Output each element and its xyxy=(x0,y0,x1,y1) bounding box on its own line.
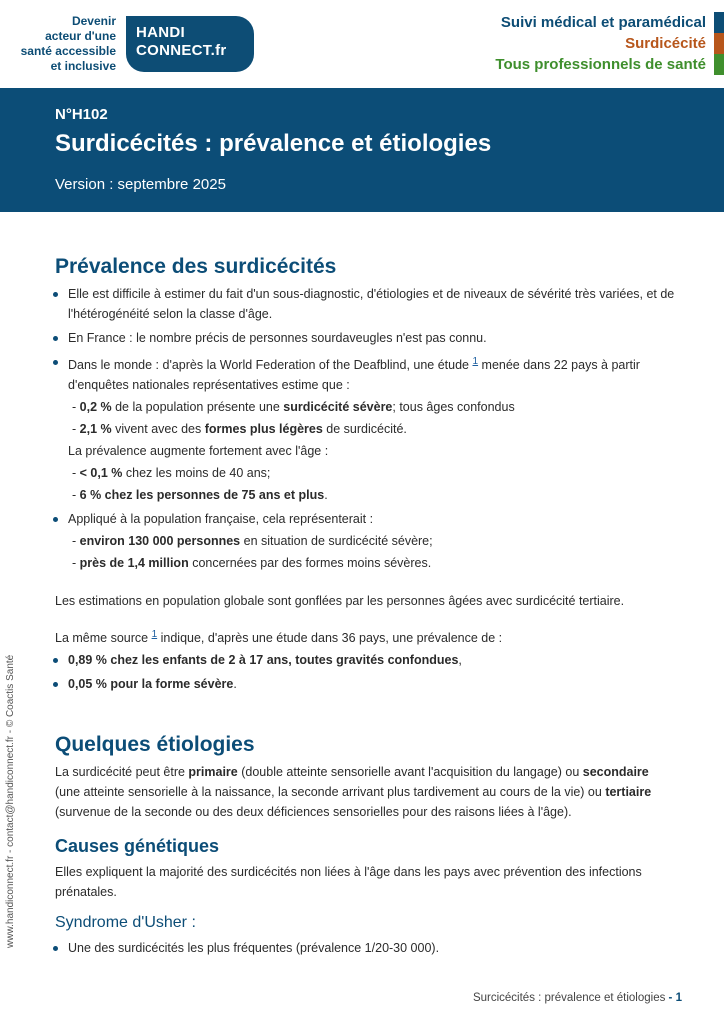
color-bar-blue xyxy=(714,12,724,33)
sub-item xyxy=(68,531,675,551)
value: 2,1 % xyxy=(79,422,112,437)
text: de la population présente une xyxy=(111,400,284,415)
color-bar-green xyxy=(714,54,724,75)
text: concernées par des formes moins sévères. xyxy=(188,556,432,571)
paragraph: Les estimations en population globale sont gonflées par les personnes âgées avec surdicécité tertiaire. xyxy=(55,594,625,609)
document-title: Surdicécités : prévalence et étiologies xyxy=(55,130,492,157)
tagline-line: et inclusive xyxy=(50,59,116,73)
dash: - xyxy=(72,556,80,571)
value: 0,2 % xyxy=(79,400,112,415)
sub-item xyxy=(68,485,675,505)
text: . xyxy=(233,677,237,692)
sub-item xyxy=(68,397,675,417)
page-footer xyxy=(473,992,682,1004)
logo-line: CONNECT.fr xyxy=(136,42,227,59)
paragraph xyxy=(55,625,675,648)
dash: - xyxy=(72,466,80,481)
list-item xyxy=(55,509,675,573)
value: 6 % chez les personnes de 75 ans et plus xyxy=(79,488,325,503)
page-header xyxy=(0,0,724,88)
dash: - xyxy=(72,400,80,415)
text: La même source xyxy=(55,631,152,646)
emphasis: secondaire xyxy=(582,765,649,780)
emphasis: tertiaire xyxy=(605,785,652,800)
text: (une atteinte sensorielle à la naissance, la seconde arrivant plus tardivement au cours de la vie) ou xyxy=(55,785,606,800)
logo-line: HANDI xyxy=(136,24,185,41)
category-color-bars xyxy=(714,12,724,75)
value: < 0,1 % xyxy=(79,466,123,481)
text: de surdicécité. xyxy=(322,422,407,437)
category-surdicecite: Surdicécité xyxy=(625,35,706,52)
text: vivent avec des xyxy=(111,422,205,437)
text: chez les moins de 40 ans; xyxy=(122,466,271,481)
color-bar-orange xyxy=(714,33,724,54)
footer-title: Surcicécités : prévalence et étiologies xyxy=(472,992,666,1004)
text: indique, d'après une étude dans 36 pays, une prévalence de : xyxy=(157,631,503,646)
list-item-text: Dans le monde : d'après la World Federation of the Deafblind, une étude xyxy=(68,358,473,373)
tagline-line: acteur d'une xyxy=(45,29,116,43)
side-credits: www.handiconnect.fr - contact@handiconnect.fr - © Coactis Santé xyxy=(5,654,16,948)
footnote-link[interactable]: 1 xyxy=(151,629,158,641)
paragraph xyxy=(55,762,675,822)
list-item-text: Elle est difficile à estimer du fait d'un sous-diagnostic, d'étiologies et de niveaux de sévérité très variées, et de l'hétérogénéité selon la classe d'âge. xyxy=(68,287,675,321)
page-number: 1 xyxy=(675,992,682,1004)
list-item-text: Une des surdicécités les plus fréquentes (prévalence 1/20-30 000). xyxy=(68,941,440,956)
list-item xyxy=(55,352,675,505)
emphasis: primaire xyxy=(188,765,238,780)
category-medical: Suivi médical et paramédical xyxy=(500,14,706,31)
tagline-line: Devenir xyxy=(71,14,116,28)
emphasis: 0,89 % chez les enfants de 2 à 17 ans, toutes gravités confondues xyxy=(68,653,459,668)
subheading-genetic: Causes génétiques xyxy=(55,836,220,857)
subheading-usher: Syndrome d'Usher : xyxy=(55,914,196,932)
category-list xyxy=(495,12,706,75)
category-professionnels: Tous professionnels de santé xyxy=(495,56,706,73)
tagline-line: santé accessible xyxy=(20,44,116,58)
dash: - xyxy=(72,534,80,549)
text: La surdicécité peut être xyxy=(55,765,189,780)
handiconnect-logo[interactable] xyxy=(126,16,254,72)
text: ; tous âges confondus xyxy=(392,400,515,415)
sub-item xyxy=(68,419,675,439)
list-item-text: menée dans 22 pays à partir d'enquêtes nationales représentatives estime que : xyxy=(68,358,640,393)
emphasis: surdicécité sévère xyxy=(283,400,393,415)
tagline xyxy=(10,14,116,74)
title-banner xyxy=(0,88,724,212)
text: (survenue de la seconde ou des deux déficiences sensorielles pour des raisons liées à l'âge). xyxy=(55,805,572,820)
footnote-link[interactable]: 1 xyxy=(472,356,479,367)
footer-separator: - xyxy=(665,992,676,1004)
emphasis: formes plus légères xyxy=(204,422,323,437)
emphasis: 0,05 % pour la forme sévère xyxy=(68,677,234,692)
document-ref: N°H102 xyxy=(55,106,108,123)
main-content xyxy=(55,254,675,958)
age-intro: La prévalence augmente fortement avec l'âge : xyxy=(68,444,329,459)
list-item xyxy=(55,650,675,670)
list-item xyxy=(55,284,675,324)
list-item-text: En France : le nombre précis de personnes sourdaveugles n'est pas connu. xyxy=(68,331,487,345)
text: (double atteinte sensorielle avant l'acquisition du langage) ou xyxy=(237,765,583,780)
list-item xyxy=(55,938,675,958)
section-heading-etiologies: Quelques étiologies xyxy=(55,733,255,757)
text: en situation de surdicécité sévère; xyxy=(240,534,433,549)
sub-item xyxy=(68,553,675,573)
list-item-text: Appliqué à la population française, cela représenterait : xyxy=(68,512,374,527)
dash: - xyxy=(72,422,80,437)
sub-item xyxy=(68,463,675,483)
section-heading-prevalence: Prévalence des surdicécités xyxy=(55,255,337,278)
paragraph: Elles expliquent la majorité des surdicécités non liées à l'âge dans les pays avec prévention des infections prénatales. xyxy=(55,865,642,900)
list-item xyxy=(55,328,675,348)
list-item xyxy=(55,674,675,694)
prevalence-list xyxy=(55,284,675,573)
value: environ 130 000 personnes xyxy=(79,534,241,549)
text: . xyxy=(324,488,328,503)
dash: - xyxy=(72,488,80,503)
text: , xyxy=(458,653,462,668)
document-version: Version : septembre 2025 xyxy=(55,176,226,193)
value: près de 1,4 million xyxy=(79,556,189,571)
children-prevalence-list xyxy=(55,650,675,694)
usher-list xyxy=(55,938,675,958)
